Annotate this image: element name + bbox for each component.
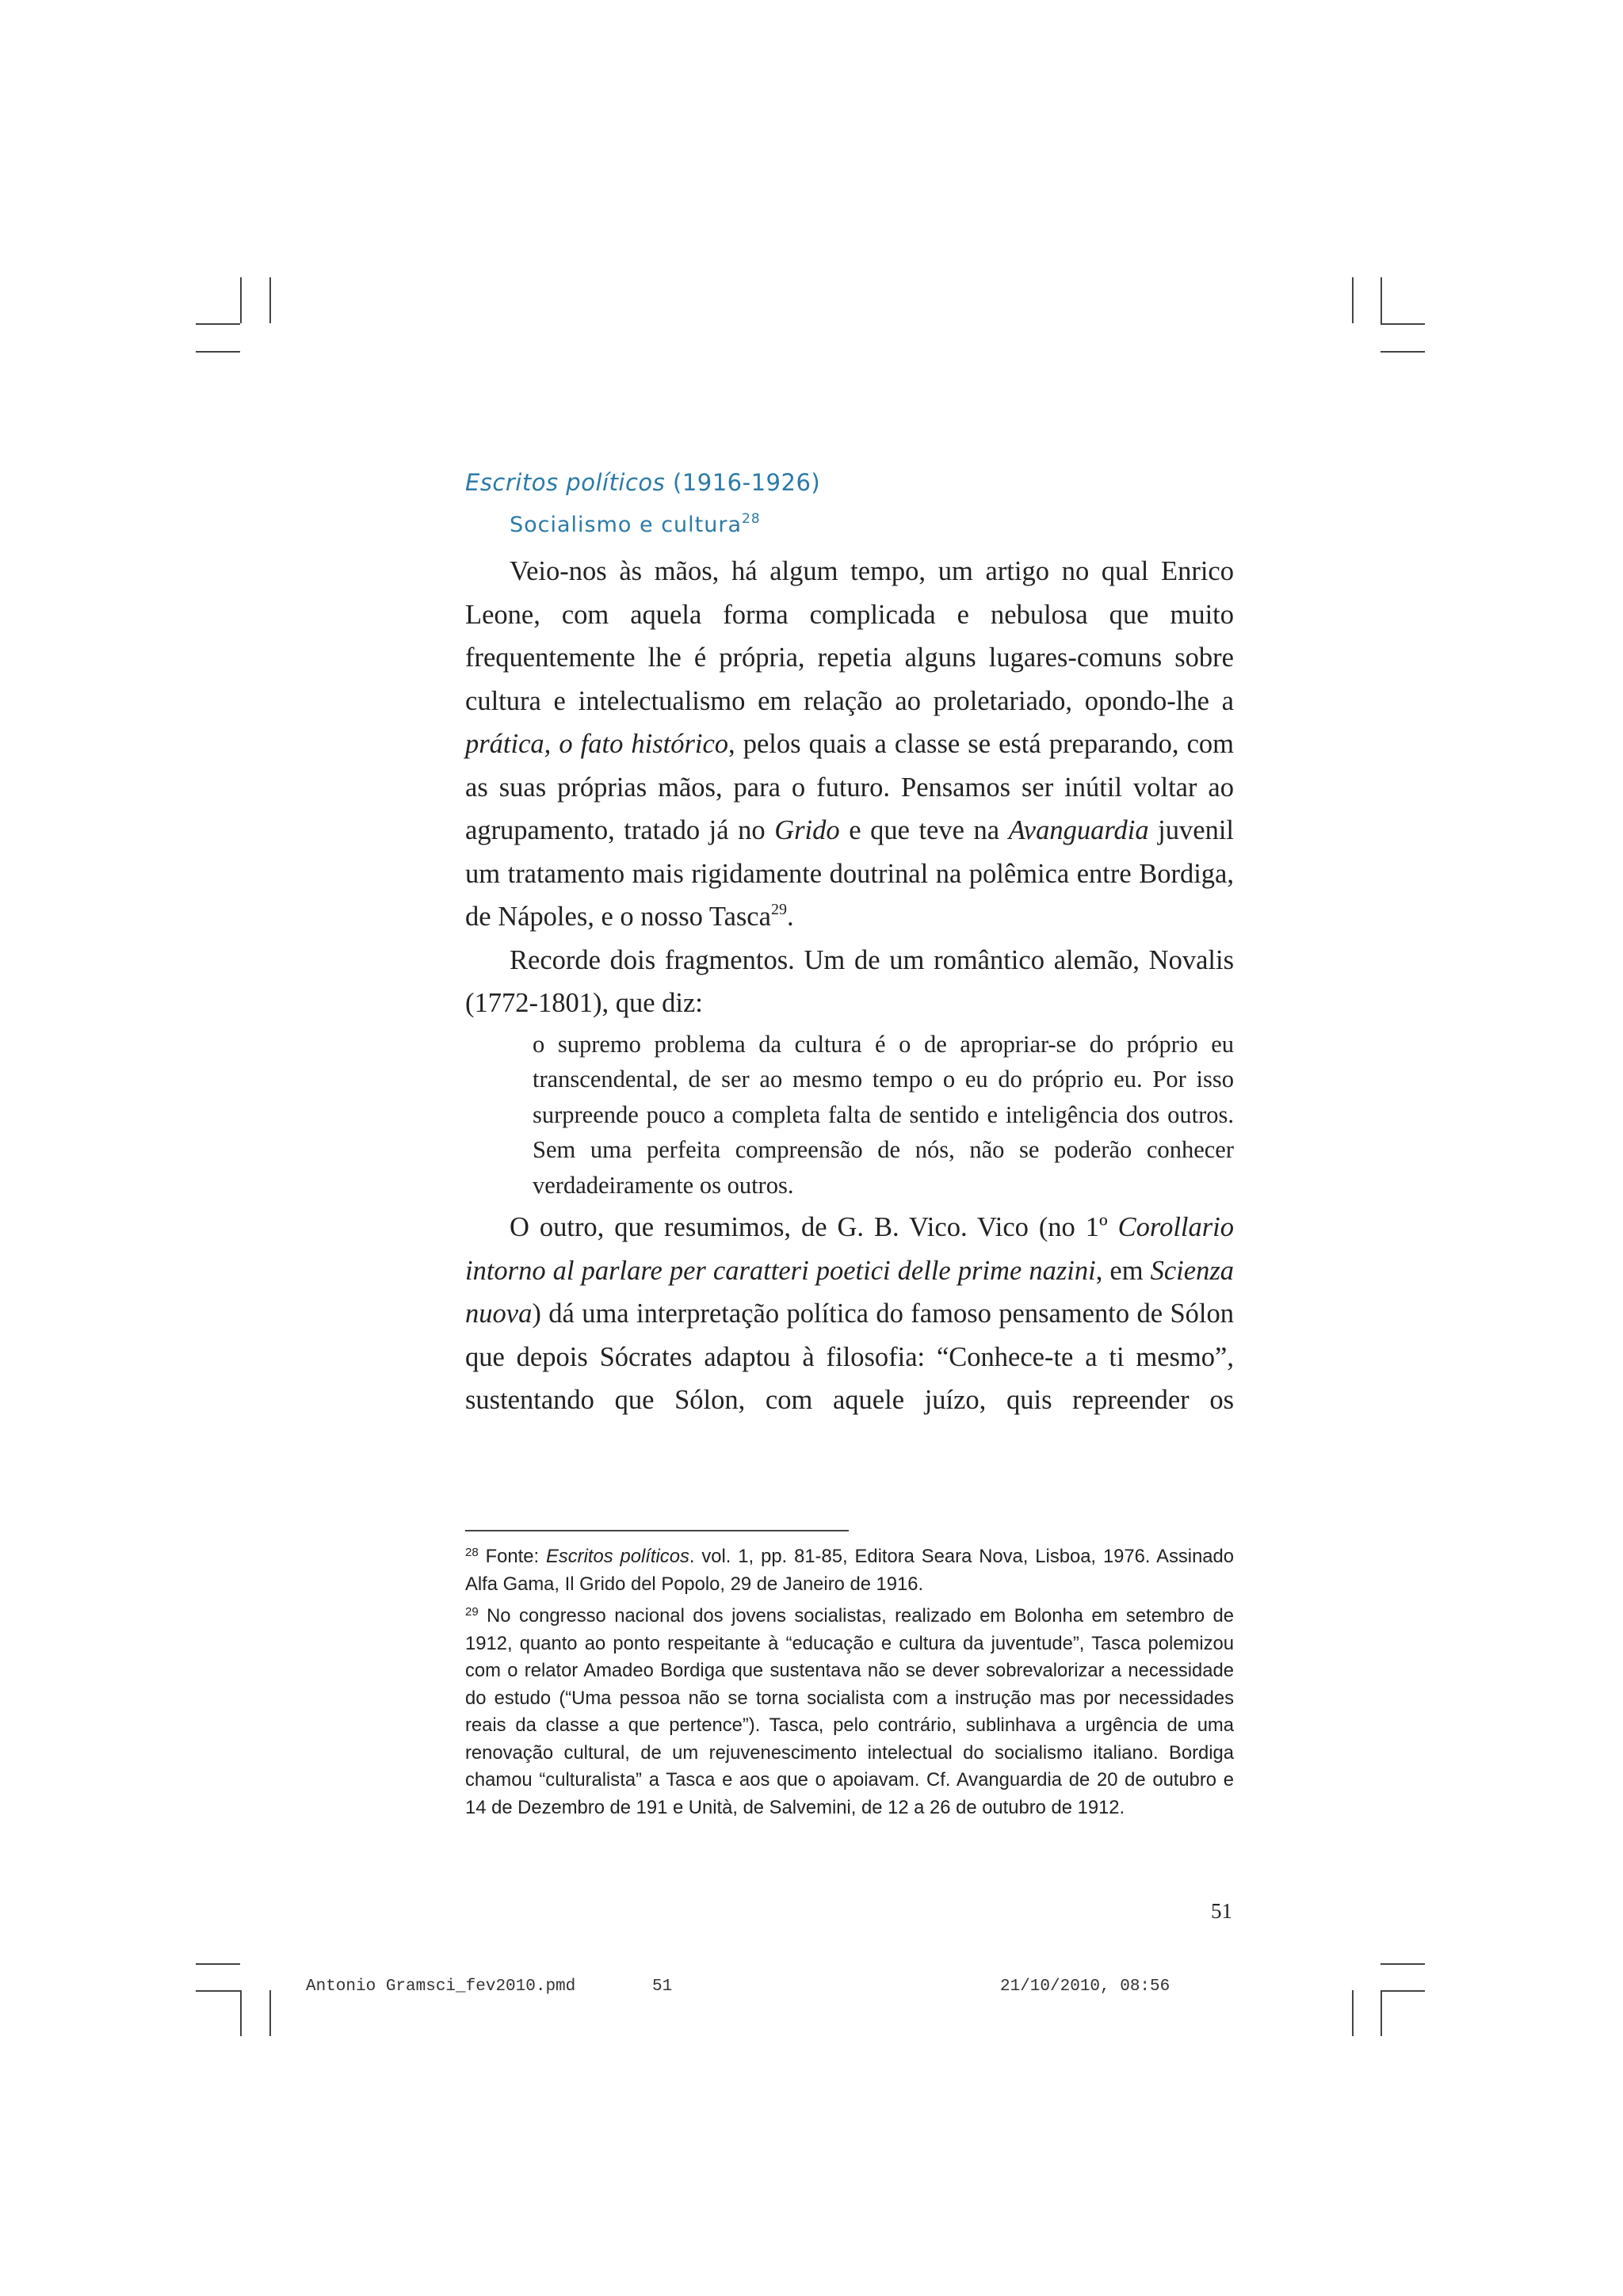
- text-run: juvenil um tratamento mais rigidamente doutrinal na polêmica entre Bordiga, de Nápoles, e o nosso Tasca: [465, 815, 1234, 932]
- text-run: Fonte:: [478, 1546, 546, 1567]
- crop-mark: [1352, 277, 1354, 323]
- footnote-28: [465, 1543, 1234, 1598]
- footnote-29: [465, 1603, 1234, 1821]
- crop-mark: [1352, 1990, 1354, 2036]
- crop-mark: [1381, 351, 1425, 353]
- crop-mark: [240, 1990, 242, 2036]
- text-run: No congresso nacional dos jovens socialistas, realizado em Bolonha em setembro de 1912, quanto ao ponto respeitante à “educação e cultura da juventude”, Tasca polemizou com o relator Amadeo Bordiga que sustentava não se dever sobrevalorizar a necessidade do estudo (“Uma pessoa não se torna socialista com a instrução mas por necessidades reais da classe a que pertence”). Tasca, pelo contrário, sublinhava a urgência de uma renovação cultural, de um rejuvenescimento intelectual do socialismo italiano. Bordiga chamou “culturalista” a Tasca e aos que o apoiavam. Cf. Avanguardia de 20 de outubro e 14 de Dezembro de 191 e Unità, de Salvemini, de 12 a 26 de outubro de 1912.: [465, 1605, 1234, 1818]
- crop-mark: [269, 1990, 271, 2036]
- footnote-number: 29: [465, 1605, 479, 1619]
- crop-mark: [1381, 1990, 1382, 2036]
- crop-mark: [1381, 1990, 1425, 1992]
- crop-mark: [1381, 1963, 1425, 1965]
- text-run: , em: [1095, 1255, 1151, 1286]
- crop-mark: [196, 1990, 240, 1992]
- paragraph-2: Recorde dois fragmentos. Um de um romântico alemão, Novalis (1772-1801), que diz:: [465, 944, 1234, 1018]
- text-run: .: [786, 902, 794, 932]
- slug-page: 51: [652, 1978, 673, 1996]
- body-text: [465, 550, 1234, 1422]
- text-run: O outro, que resumimos, de G. B. Vico. Vico (no 1º: [510, 1212, 1118, 1242]
- text-run: . vol. 1, pp. 81-85, Editora Seara Nova, Lisboa, 1976. Assinado Alfa Gama, Il Grido del Popolo, 29 de Janeiro de 1916.: [465, 1546, 1235, 1595]
- crop-mark: [1381, 277, 1382, 323]
- slug-file: Antonio Gramsci_fev2010.pmd: [306, 1978, 576, 1996]
- paragraph-3: [465, 1206, 1234, 1422]
- footnote-ref-28[interactable]: 28: [742, 511, 761, 527]
- italic-run: prática, o fato histórico: [465, 729, 729, 759]
- crop-mark: [269, 277, 271, 323]
- crop-mark: [196, 323, 240, 325]
- section-title-text: Socialismo e cultura: [510, 513, 743, 537]
- running-head: [465, 469, 820, 496]
- italic-run: Escritos políticos: [546, 1546, 689, 1567]
- block-quote: o supremo problema da cultura é o de apropriar-se do próprio eu transcendental, de ser ao mesmo tempo o eu do próprio eu. Por isso surpreende pouco a completa falta de sentido e inteligência dos outros. Sem uma perfeita compreensão de nós, não se poderão conhecer verdadeiramente os outros.: [533, 1030, 1234, 1199]
- text-run: , pelos quais a classe se está preparando, com as suas próprias mãos, para o futuro. Pensamos ser inútil voltar ao agrupamento, tratado já no: [465, 729, 1235, 845]
- running-head-years: (1916-1926): [665, 469, 821, 496]
- crop-mark: [1381, 323, 1425, 325]
- text-run: ) dá uma interpretação política do famoso pensamento de Sólon que depois Sócrates adaptou à filosofia: “Conhece-te a ti mesmo”, sustentando que Sólon, com aquele juízo, quis repreender os: [465, 1299, 1234, 1415]
- text-run: e que teve na: [839, 815, 1009, 845]
- italic-run: Scienza nuova: [465, 1255, 1234, 1329]
- italic-run: Corollario intorno al parlare per caratteri poetici delle prime nazini: [465, 1212, 1234, 1286]
- italic-run: Grido: [774, 815, 840, 845]
- crop-mark: [196, 351, 240, 353]
- page-number: 51: [1211, 1899, 1232, 1923]
- text-run: Veio-nos às mãos, há algum tempo, um artigo no qual Enrico Leone, com aquela forma complicada e nebulosa que muito frequentemente lhe é própria, repetia alguns lugares-comuns sobre cultura e intelectualismo em relação ao proletariado, opondo-lhe a: [465, 556, 1234, 716]
- crop-mark: [196, 1963, 240, 1965]
- footnote-ref-29[interactable]: 29: [770, 901, 787, 918]
- running-head-title: Escritos políticos: [465, 469, 666, 496]
- section-title: [510, 511, 761, 537]
- paragraph-1: [465, 550, 1234, 939]
- footnotes: [465, 1543, 1234, 1826]
- footnote-divider: [465, 1530, 849, 1531]
- footnote-number: 28: [465, 1546, 479, 1559]
- crop-mark: [240, 277, 242, 323]
- slug-datetime: 21/10/2010, 08:56: [1000, 1978, 1170, 1996]
- italic-run: Avanguardia: [1008, 815, 1149, 845]
